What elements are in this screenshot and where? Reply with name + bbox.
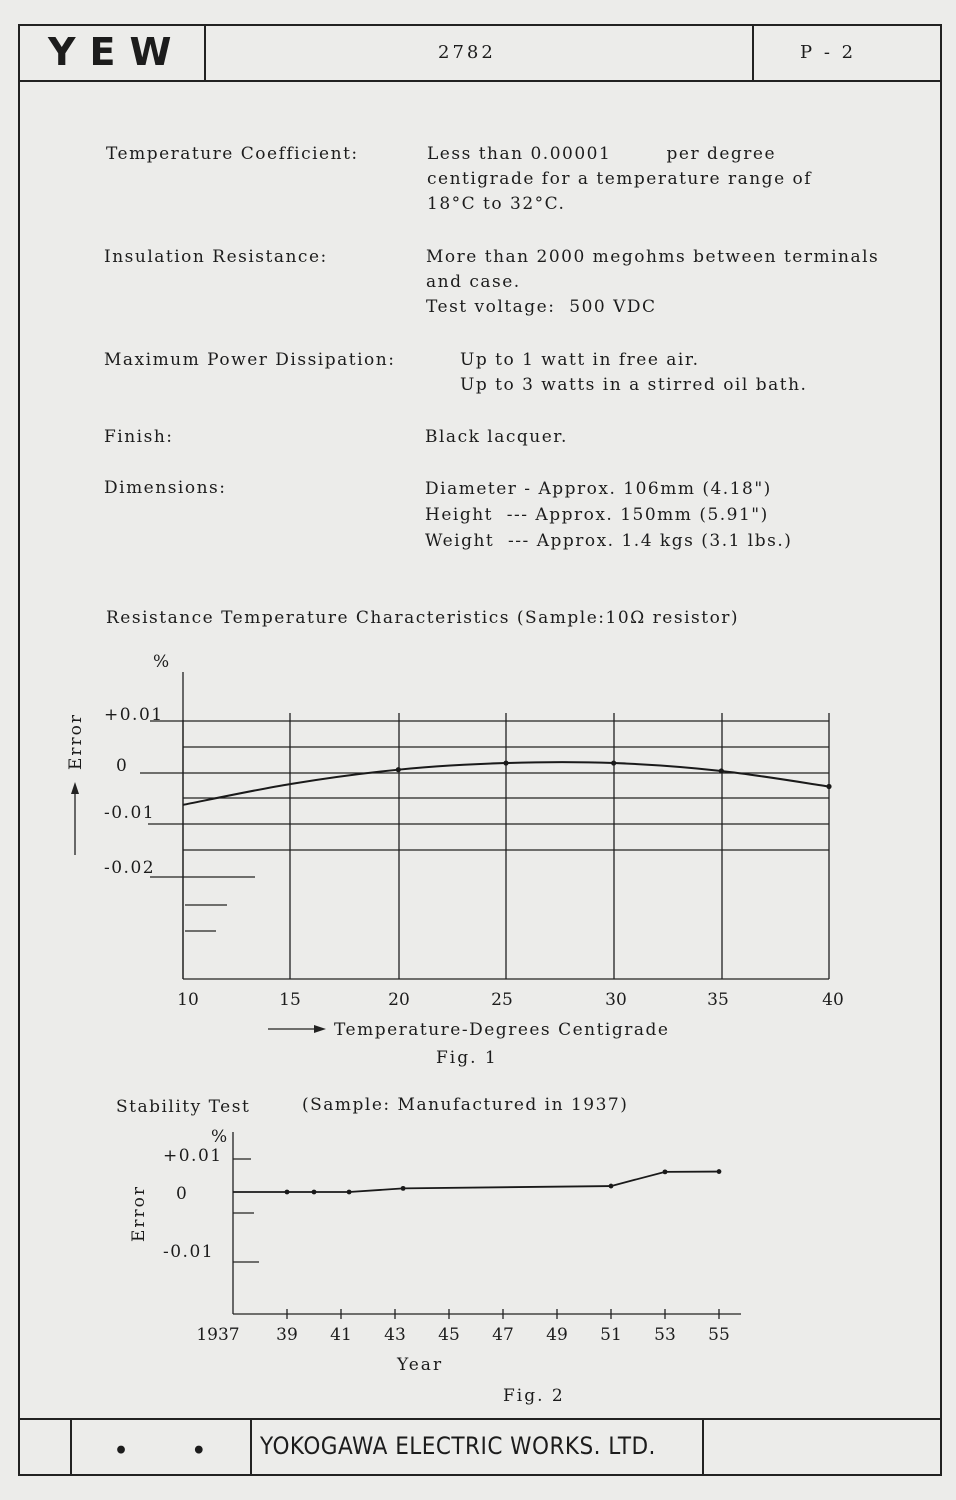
fig2-data-point: [717, 1169, 722, 1174]
fig2-ytick-label: -0.01: [163, 1242, 215, 1262]
spec-line: Weight --- Approx. 1.4 kgs (3.1 lbs.): [425, 531, 793, 551]
fig2-data-point: [285, 1190, 290, 1195]
yew-logo: YEW: [48, 30, 186, 74]
fig2-data-point: [609, 1184, 614, 1189]
fig1-x-arrow-head: [314, 1025, 326, 1033]
company-name: YOKOGAWA ELECTRIC WORKS. LTD.: [260, 1432, 656, 1460]
fig1-error-arrow-head: [71, 782, 79, 794]
spec-line: Black lacquer.: [425, 427, 568, 447]
fig1-ylabel: Error: [66, 712, 86, 770]
footer-cell-4: [702, 1420, 940, 1474]
fig2-unit: %: [211, 1127, 228, 1147]
fig2-xtick-label: 49: [546, 1325, 568, 1345]
fig2-xtick-label: 51: [600, 1325, 622, 1345]
fig1-xtick-label: 25: [491, 990, 513, 1010]
footer-bar: [20, 1418, 940, 1474]
fig1-xtick-label: 40: [822, 990, 844, 1010]
fig2-ylabel: Error: [129, 1184, 149, 1242]
fig2-xtick-label: 39: [276, 1325, 298, 1345]
fig2-xtick-label: 43: [384, 1325, 406, 1345]
fig2-xtick-label: 53: [654, 1325, 676, 1345]
spec-line: Up to 3 watts in a stirred oil bath.: [460, 375, 808, 395]
fig2-series-line: [233, 1172, 719, 1192]
fig2-title: Stability Test: [116, 1097, 251, 1117]
spec-line: 18°C to 32°C.: [427, 194, 566, 214]
fig2-xlabel: Year: [397, 1355, 444, 1375]
spec-line: More than 2000 megohms between terminals: [426, 247, 880, 267]
fig1-xtick-label: 10: [177, 990, 199, 1010]
fig1-xtick-label: 30: [605, 990, 627, 1010]
document-number: 2782: [438, 42, 496, 63]
fig1-data-point: [396, 767, 401, 772]
spec-label-insulation-resistance: Insulation Resistance:: [104, 247, 328, 267]
fig2-ytick-label: 0: [176, 1184, 187, 1204]
fig2-xtick-label: 45: [438, 1325, 460, 1345]
fig1-data-point: [719, 768, 724, 773]
fig2-caption: Fig. 2: [503, 1386, 565, 1406]
spec-line: Diameter - Approx. 106mm (4.18"): [425, 479, 772, 499]
fig2-data-point: [401, 1186, 406, 1191]
fig2-data-point: [312, 1190, 317, 1195]
fig1-ytick-label: -0.02: [104, 858, 156, 878]
spec-label-dimensions: Dimensions:: [104, 478, 227, 498]
fig1-unit: %: [153, 652, 170, 672]
fig2-subtitle: (Sample: Manufactured in 1937): [302, 1095, 629, 1115]
spec-line: Less than 0.00001 per degree: [427, 144, 777, 164]
spec-line: Test voltage: 500 VDC: [426, 297, 657, 317]
fig2-chart: [0, 1100, 956, 1410]
spec-line: Up to 1 watt in free air.: [460, 350, 700, 370]
fig1-data-point: [826, 784, 831, 789]
fig2-data-point: [663, 1169, 668, 1174]
footer-cell-1: [20, 1420, 72, 1474]
spec-label-max-power: Maximum Power Dissipation:: [104, 350, 396, 370]
fig1-xlabel: Temperature-Degrees Centigrade: [334, 1020, 670, 1040]
spec-label-finish: Finish:: [104, 427, 174, 447]
spec-label-temperature-coefficient: Temperature Coefficient:: [106, 144, 359, 164]
fig2-xtick-label: 47: [492, 1325, 514, 1345]
fig1-title: Resistance Temperature Characteristics (Sample:10Ω resistor): [106, 608, 740, 628]
page-number: P - 2: [800, 42, 857, 63]
fig2-xtick-label: 1937: [196, 1325, 240, 1345]
fig1-ytick-label: +0.01: [104, 705, 164, 725]
fig1-data-point: [503, 760, 508, 765]
footer-dots: • •: [114, 1438, 234, 1464]
footer-cell-2: [70, 1420, 252, 1474]
spec-line: Height --- Approx. 150mm (5.91"): [425, 505, 769, 525]
fig1-xtick-label: 15: [279, 990, 301, 1010]
fig1-data-point: [611, 760, 616, 765]
fig2-data-point: [347, 1190, 352, 1195]
fig1-xtick-label: 20: [388, 990, 410, 1010]
fig1-xtick-label: 35: [707, 990, 729, 1010]
fig2-ytick-label: +0.01: [163, 1146, 223, 1166]
fig1-ytick-label: -0.01: [104, 803, 156, 823]
spec-line: and case.: [426, 272, 521, 292]
fig2-xtick-label: 55: [708, 1325, 730, 1345]
fig2-xtick-label: 41: [330, 1325, 352, 1345]
spec-line: centigrade for a temperature range of: [427, 169, 813, 189]
fig1-caption: Fig. 1: [436, 1048, 498, 1068]
fig1-ytick-label: 0: [116, 756, 127, 776]
